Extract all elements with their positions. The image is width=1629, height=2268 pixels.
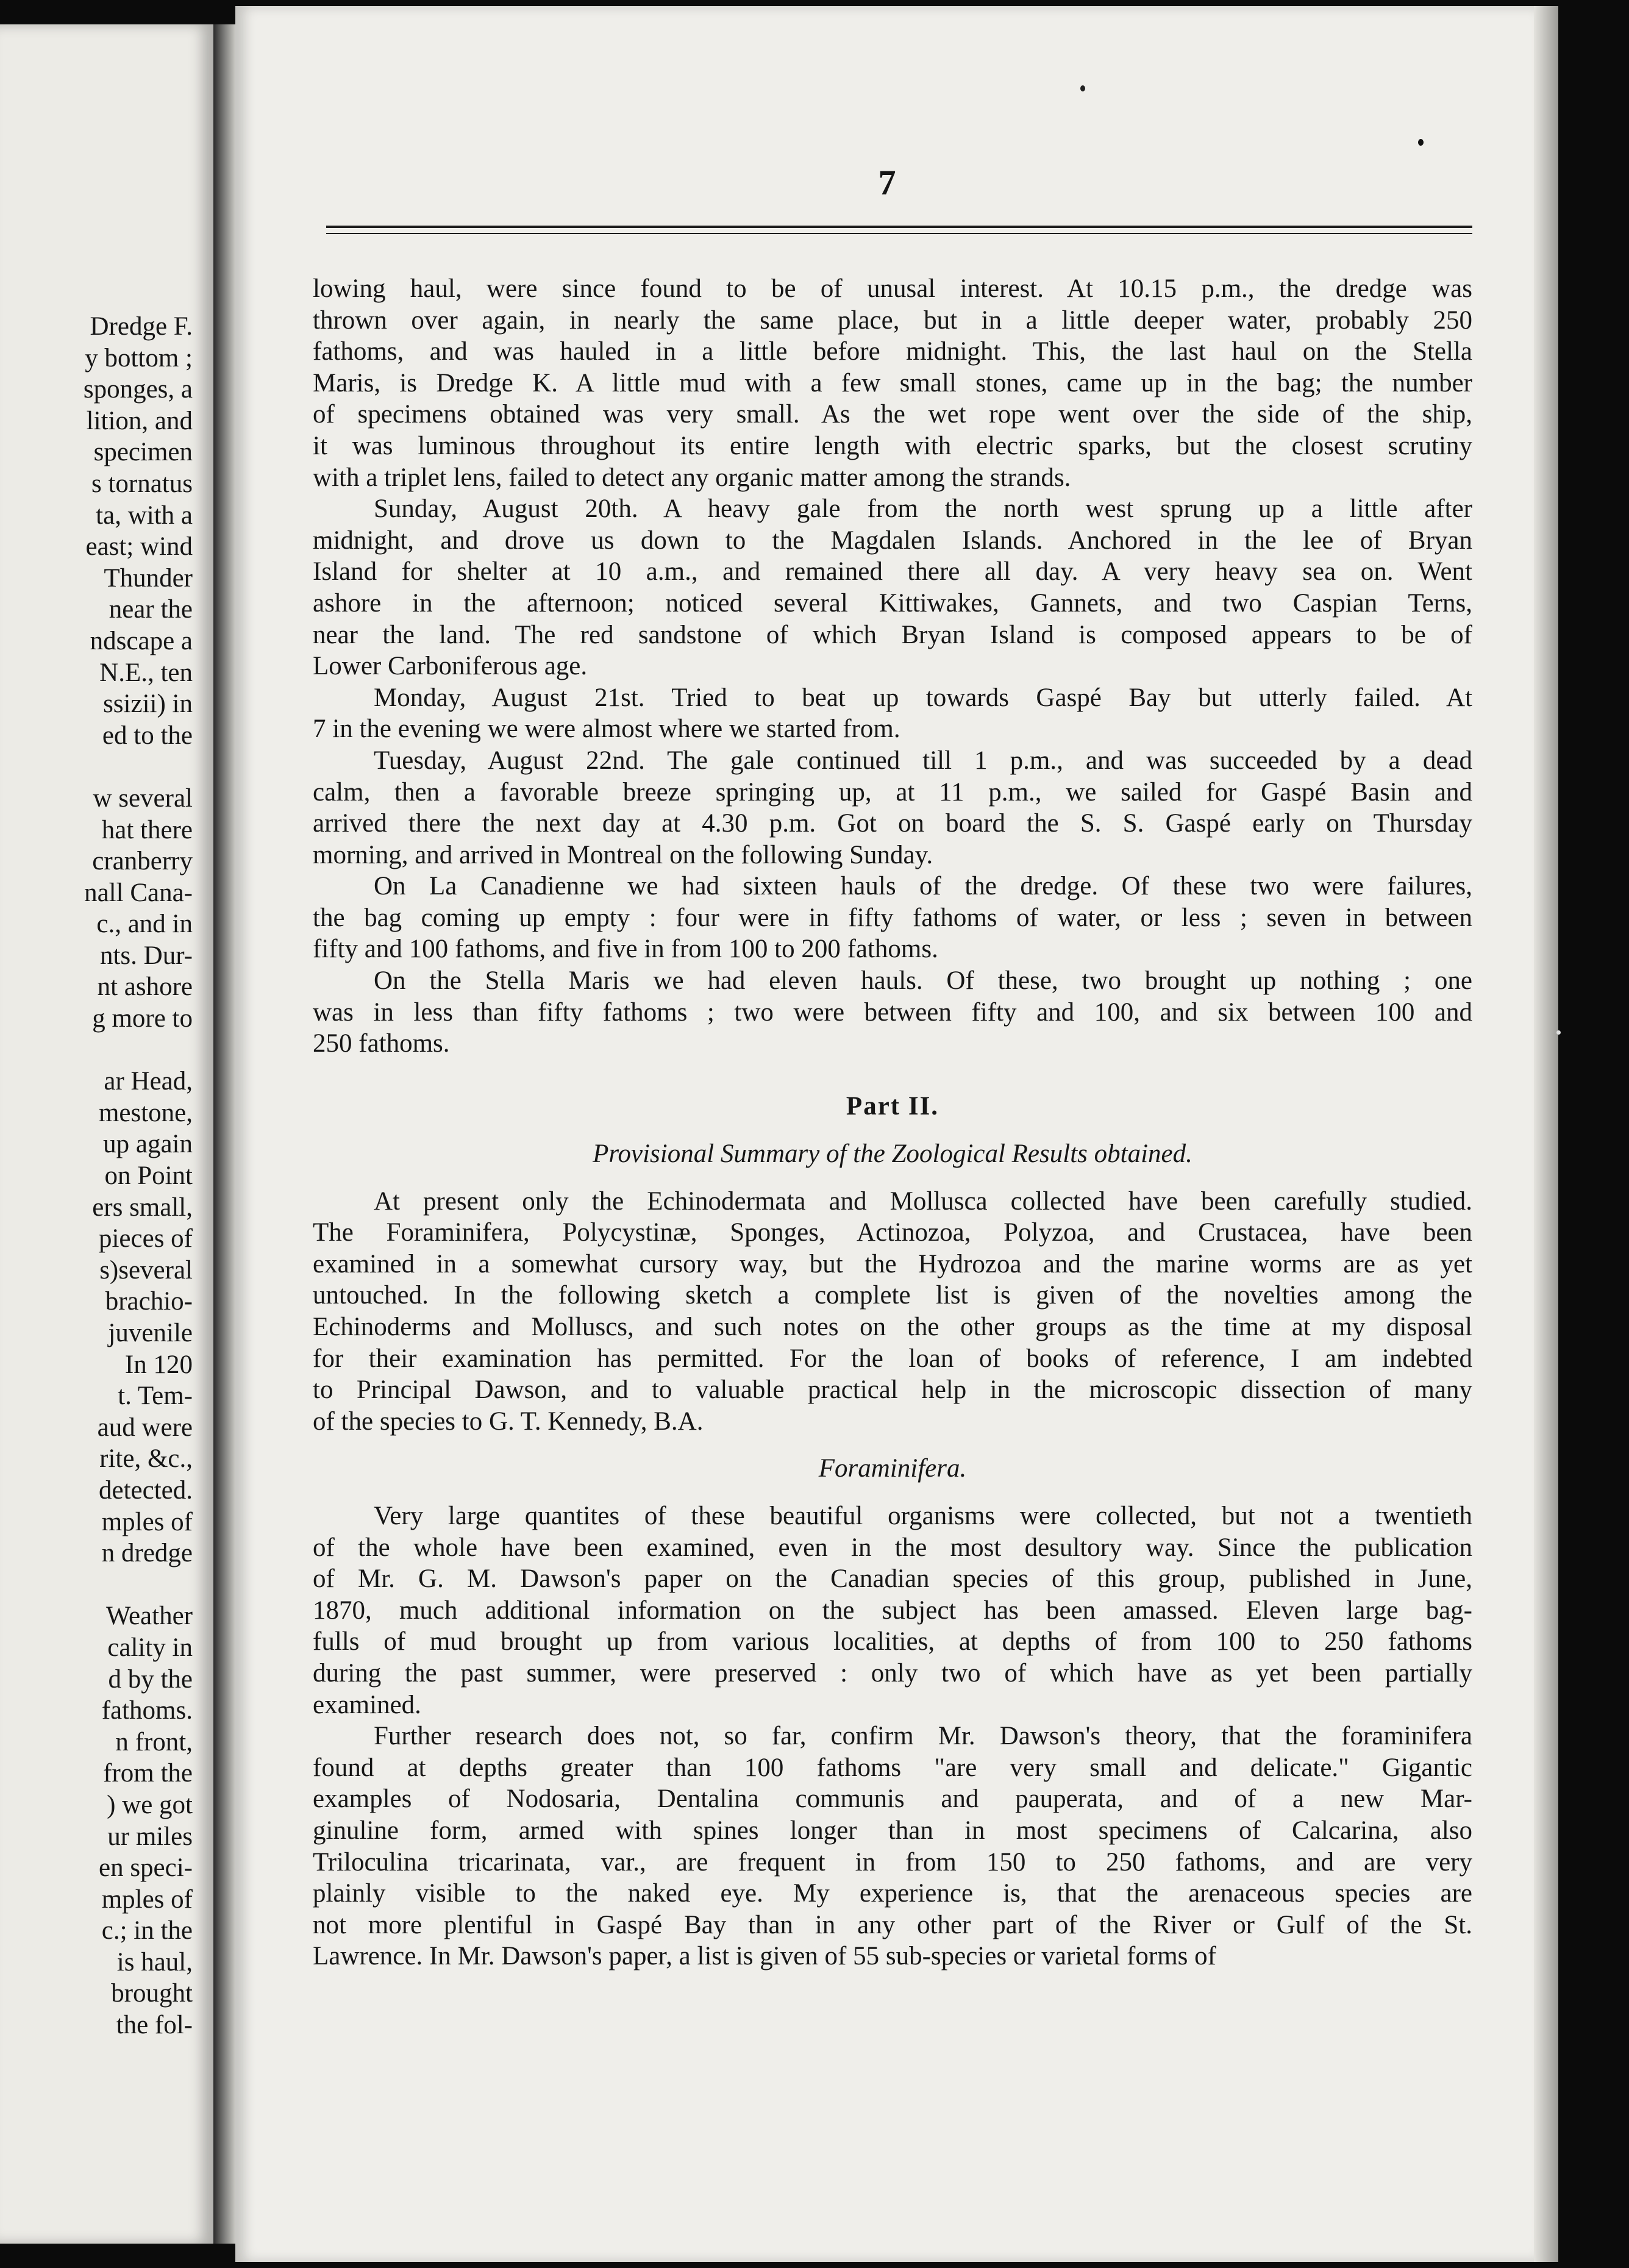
left-page-line: aud were [97, 1413, 193, 1442]
left-page-line: ) we got [107, 1790, 193, 1819]
text-line: 7 in the evening we were almost where we started from. [313, 715, 900, 744]
left-page-line: w several [93, 783, 193, 813]
left-page-line [0, 1035, 193, 1066]
paragraph [313, 493, 1472, 682]
text-line: arrived there the next day at 4.30 p.m. Got on board the S. S. Gaspé early on Thursday [313, 809, 1472, 838]
paragraph [313, 1500, 1472, 1721]
text-line: ashore in the afternoon; noticed several Kittiwakes, Gannets, and two Caspian Terns, [313, 588, 1472, 618]
text-line: On the Stella Maris we had eleven hauls. Of these, two brought up nothing ; one [374, 966, 1472, 996]
text-line: lowing haul, were since found to be of unusal interest. At 10.15 p.m., the dredge was [313, 274, 1472, 303]
ink-speck [1556, 1030, 1561, 1035]
text-line: of Mr. G. M. Dawson's paper on the Canadian species of this group, published in June, [313, 1564, 1472, 1594]
text-line: Echinoderms and Molluscs, and such notes on the other groups as the time at my disposal [313, 1313, 1472, 1341]
left-page-line: detected. [99, 1475, 193, 1505]
left-page-line: y bottom ; [85, 343, 193, 373]
page-number: 7 [878, 163, 896, 202]
left-page-line: pieces of [98, 1224, 193, 1253]
text-line: found at depths greater than 100 fathoms "are very small and delicate." Gigantic [313, 1753, 1472, 1782]
left-page-line: s tornatus [91, 469, 193, 498]
left-page-line [0, 1569, 193, 1601]
left-page-line: In 120 [124, 1350, 193, 1379]
left-page-line: ur miles [107, 1822, 193, 1851]
text-line: of the species to G. T. Kennedy, B.A. [313, 1407, 704, 1436]
left-page-line: N.E., ten [99, 658, 193, 687]
text-line: of the whole have been examined, even in the most desultory way. Since the publication [313, 1533, 1472, 1562]
text-line: Further research does not, so far, confirm Mr. Dawson's theory, that the foraminifera [374, 1722, 1472, 1751]
left-page-line: c.; in the [101, 1916, 193, 1945]
left-page-line: hat there [101, 815, 193, 844]
text-line: fathoms, and was hauled in a little before midnight. This, the last haul on the Stella [313, 337, 1472, 366]
text-line: thrown over again, in nearly the same place, but in a little deeper water, probably 250 [313, 305, 1472, 335]
text-line: near the land. The red sandstone of which Bryan Island is composed appears to be of [313, 620, 1472, 649]
left-page-line: brachio- [105, 1287, 193, 1316]
left-page-line: rite, &c., [99, 1444, 193, 1474]
left-page-line: n dredge [101, 1539, 193, 1568]
left-page-line: s)several [99, 1255, 193, 1285]
text-line: Triloculina tricarinata, var., are frequent in from 150 to 250 fathoms, and are very [313, 1847, 1472, 1877]
left-page-line: Dredge F. [90, 312, 193, 341]
left-page-line: on Point [104, 1161, 193, 1191]
left-page-text [0, 311, 193, 2041]
left-page-line: t. Tem- [118, 1382, 193, 1411]
text-line: plainly visible to the naked eye. My experience is, that the arenaceous species are [313, 1879, 1472, 1908]
text-line: with a triplet lens, failed to detect any organic matter among the strands. [313, 463, 1071, 492]
ink-speck [1418, 139, 1424, 146]
left-page-line: brought [111, 1979, 193, 2008]
header-rule [326, 226, 1472, 234]
text-line: examples of Nodosaria, Dentalina communis and pauperata, and of a new Mar- [313, 1785, 1472, 1814]
text-line: Lawrence. In Mr. Dawson's paper, a list is given of 55 sub-species or varietal forms of [313, 1942, 1216, 1971]
text-line: Tuesday, August 22nd. The gale continued till 1 p.m., and was succeeded by a dead [374, 746, 1472, 775]
text-line: during the past summer, were preserved : only two of which have as yet been partially [313, 1658, 1472, 1688]
left-page-line: nts. Dur- [99, 941, 193, 970]
left-page-line: nt ashore [97, 972, 193, 1002]
text-line: calm, then a favorable breeze springing up, at 11 p.m., we sailed for Gaspé Basin and [313, 777, 1472, 807]
body-text [313, 273, 1472, 1972]
left-page-line [0, 751, 193, 783]
page-edge [1534, 6, 1558, 2262]
text-line: the bag coming up empty : four were in fifty fathoms of water, or less ; seven in between [313, 903, 1472, 932]
left-page-line: is haul, [116, 1947, 193, 1977]
left-page-line: east; wind [85, 532, 193, 562]
text-line: At present only the Echinodermata and Mollusca collected have been carefully studied. [374, 1186, 1472, 1216]
left-page-line: n front, [115, 1727, 193, 1756]
text-line: ginuline form, armed with spines longer than in most specimens of Calcarina, also [313, 1816, 1472, 1845]
left-page-line: ssizii) in [103, 690, 193, 719]
text-line: Island for shelter at 10 a.m., and remained there all day. A very heavy sea on. Went [313, 557, 1472, 587]
text-line: fulls of mud brought up from various localities, at depths of from 100 to 250 fathoms [313, 1627, 1472, 1656]
left-page-line: nall Cana- [84, 878, 193, 907]
text-line: not more plentiful in Gaspé Bay than in any other part of the River or Gulf of the St. [313, 1910, 1472, 1939]
left-page-line: d by the [108, 1664, 193, 1694]
text-line: 250 fathoms. [313, 1029, 450, 1058]
text-line: of specimens obtained was very small. As the wet rope went over the side of the ship, [313, 400, 1472, 429]
text-line: Sunday, August 20th. A heavy gale from the north west sprung up a little after [374, 494, 1472, 524]
left-page-line: mples of [101, 1507, 193, 1536]
left-page-line: mples of [101, 1885, 193, 1914]
left-page-line: the fol- [116, 2011, 193, 2040]
text-line: fifty and 100 fathoms, and five in from 100 to 200 fathoms. [313, 935, 938, 964]
paragraph [313, 682, 1472, 745]
text-line: examined in a somewhat cursory way, but the Hydrozoa and the marine worms are as yet [313, 1249, 1472, 1278]
left-page-line: specimen [93, 438, 193, 467]
paragraph [313, 273, 1472, 493]
paragraph [313, 1186, 1472, 1438]
text-line: The Foraminifera, Polycystinæ, Sponges, Actinozoa, Polyzoa, and Crustacea, have been [313, 1218, 1472, 1247]
text-line: for their examination has permitted. For the loan of books of reference, I am indebted [313, 1344, 1472, 1373]
text-line: On La Canadienne we had sixteen hauls of the dredge. Of these two were failures, [374, 872, 1472, 901]
book-gutter [213, 24, 235, 2244]
subtitle: Provisional Summary of the Zoological Results obtained. [593, 1139, 1192, 1169]
text-line: examined. [313, 1690, 421, 1719]
left-page-line: juvenile [108, 1319, 193, 1347]
ink-speck [1080, 85, 1085, 91]
text-line: morning, and arrived in Montreal on the following Sunday. [313, 840, 933, 869]
left-page-line: fathoms. [101, 1696, 193, 1725]
left-page-line: near the [109, 595, 193, 624]
text-line: Maris, is Dredge K. A little mud with a few small stones, came up in the bag; the number [313, 368, 1472, 398]
left-page-line: g more to [92, 1004, 193, 1033]
text-line: was in less than fifty fathoms ; two were between fifty and 100, and six between 100 and [313, 997, 1472, 1027]
paragraph [313, 871, 1472, 965]
part-heading: Part II. [846, 1092, 939, 1121]
text-line: Monday, August 21st. Tried to beat up towards Gaspé Bay but utterly failed. At [374, 683, 1472, 712]
paragraph [313, 745, 1472, 871]
left-page-line: Weather [105, 1602, 193, 1631]
text-line: Lower Carboniferous age. [313, 652, 588, 681]
text-line: midnight, and drove us down to the Magdalen Islands. Anchored in the lee of Bryan [313, 526, 1472, 555]
left-page-line: c., and in [96, 910, 193, 939]
left-page-line: sponges, a [83, 375, 193, 404]
text-line: untouched. In the following sketch a complete list is given of the novelties among the [313, 1281, 1472, 1310]
text-line: to Principal Dawson, and to valuable practical help in the microscopic dissection of many [313, 1375, 1472, 1405]
left-page-line: from the [103, 1759, 193, 1788]
left-page-line: ers small, [92, 1193, 193, 1222]
left-page-line: ed to the [102, 721, 193, 750]
left-page-line: mestone, [98, 1098, 193, 1127]
text-line: 1870, much additional information on the subject has been amassed. Eleven large bag- [313, 1596, 1472, 1625]
paragraph [313, 1721, 1472, 1972]
paragraph [313, 965, 1472, 1060]
left-page-line: en speci- [98, 1853, 193, 1883]
left-page-line: cality in [107, 1633, 193, 1662]
left-page-line: cranberry [92, 847, 193, 876]
left-page-line: up again [103, 1130, 193, 1159]
text-line: it was luminous throughout its entire length with electric sparks, but the closest scrutiny [313, 431, 1472, 460]
left-page-line: ar Head, [104, 1067, 193, 1096]
left-page-line: lition, and [86, 406, 193, 435]
left-page-line: Thunder [104, 563, 193, 593]
left-page-fragment [0, 24, 213, 2244]
left-page-line: ta, with a [96, 501, 193, 530]
section-heading: Foraminifera. [818, 1454, 967, 1483]
text-line: Very large quantites of these beautiful organisms were collected, but not a twentieth [374, 1501, 1472, 1530]
left-page-line: ndscape a [90, 626, 193, 655]
